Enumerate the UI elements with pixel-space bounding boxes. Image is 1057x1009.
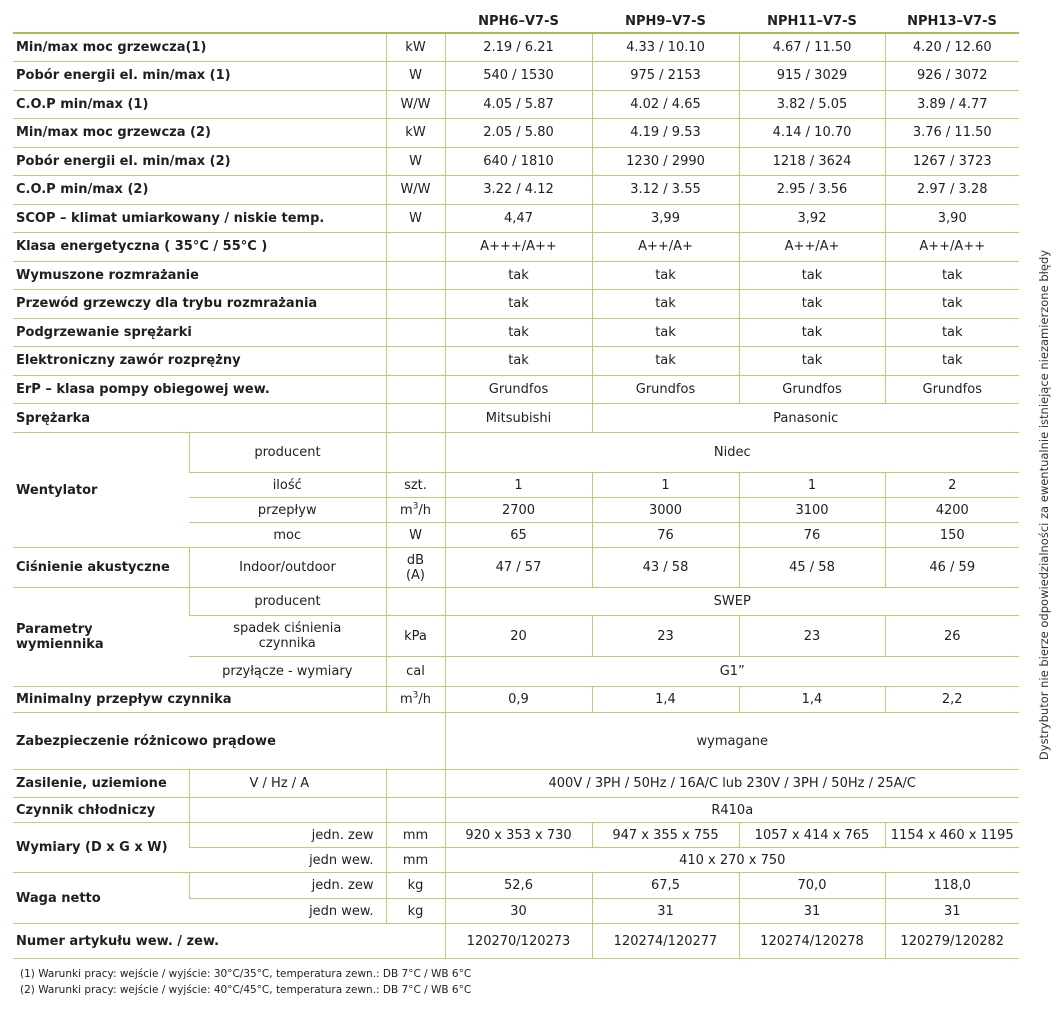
row-value: 3.22 / 4.12 (445, 176, 592, 205)
exchanger-drop-value: 26 (885, 616, 1019, 657)
exchanger-drop-value: 23 (739, 616, 885, 657)
sub-label: jedn wew. (189, 848, 386, 873)
fan-power-value: 150 (885, 523, 1019, 548)
footnote: (2) Warunki pracy: wejście / wyjście: 40°C/45°C, temperatura zewn.: DB 7°C / WB 6°C (20, 984, 472, 996)
sub-label: przepływ (189, 498, 386, 523)
row-value: tak (445, 347, 592, 376)
weight-indoor-value: 30 (445, 899, 592, 924)
row-value: Grundfos (739, 375, 885, 404)
row-value: 4.19 / 9.53 (592, 119, 739, 148)
fan-power-value: 65 (445, 523, 592, 548)
spec-row (13, 261, 1019, 290)
row-unit (386, 261, 445, 290)
row-value: 915 / 3029 (739, 62, 885, 91)
acoustic-value: 47 / 57 (445, 548, 592, 588)
footnote: (1) Warunki pracy: wejście / wyjście: 30°C/35°C, temperatura zewn.: DB 7°C / WB 6°C (20, 968, 472, 980)
row-unit (386, 404, 445, 433)
unit-base: m (399, 692, 413, 707)
row-value: tak (592, 318, 739, 347)
fan-producer-row (13, 433, 1019, 473)
row-unit: cal (386, 657, 445, 687)
sub-label: producent (189, 588, 386, 616)
row-label: Podgrzewanie sprężarki (13, 318, 386, 347)
row-value: 4.33 / 10.10 (592, 33, 739, 62)
sub-label: jedn. zew (189, 823, 386, 848)
rcd-row (13, 713, 1019, 770)
row-value: 3.12 / 3.55 (592, 176, 739, 205)
exchanger-drop-value: 23 (592, 616, 739, 657)
row-value: 4.20 / 12.60 (885, 33, 1019, 62)
article-value: 120274/120277 (592, 924, 739, 959)
row-value: 3.89 / 4.77 (885, 90, 1019, 119)
acoustic-value: 45 / 58 (739, 548, 885, 588)
row-unit (386, 770, 445, 798)
unit-sup: 3 (412, 690, 419, 701)
weight-outdoor-row (13, 873, 1019, 899)
row-value: tak (592, 347, 739, 376)
spec-row (13, 62, 1019, 91)
row-value: 4,47 (445, 204, 592, 233)
spec-row (13, 318, 1019, 347)
spec-row (13, 90, 1019, 119)
row-unit (386, 687, 445, 713)
row-unit: W/W (386, 176, 445, 205)
row-label: Min/max moc grzewcza (2) (13, 119, 386, 148)
acoustic-value: 46 / 59 (885, 548, 1019, 588)
row-value: tak (885, 290, 1019, 319)
model-header-row (13, 10, 1019, 33)
article-row (13, 924, 1019, 959)
row-label: Ciśnienie akustyczne (13, 548, 189, 588)
row-value: A++/A+ (592, 233, 739, 262)
fan-label: Wentylator (13, 433, 189, 548)
power-supply-value: 400V / 3PH / 50Hz / 16A/C lub 230V / 3PH / 50Hz / 25A/C (445, 770, 1019, 798)
row-unit: kg (386, 899, 445, 924)
row-label: Pobór energii el. min/max (2) (13, 147, 386, 176)
sub-label: moc (189, 523, 386, 548)
article-value: 120279/120282 (885, 924, 1019, 959)
row-value: A++/A++ (885, 233, 1019, 262)
row-label: Minimalny przepływ czynnika (13, 687, 386, 713)
row-label: Przewód grzewczy dla trybu rozmrażania (13, 290, 386, 319)
row-unit: dB (A) (386, 548, 445, 588)
row-value: Grundfos (885, 375, 1019, 404)
acoustic-row (13, 548, 1019, 588)
fan-flow-value: 3100 (739, 498, 885, 523)
row-value: 4.14 / 10.70 (739, 119, 885, 148)
fan-power-value: 76 (592, 523, 739, 548)
row-value: 4.02 / 4.65 (592, 90, 739, 119)
weight-outdoor-value: 52,6 (445, 873, 592, 899)
article-value: 120274/120278 (739, 924, 885, 959)
sub-label: przyłącze - wymiary (189, 657, 386, 687)
row-unit: mm (386, 848, 445, 873)
unit-tail: /h (418, 502, 432, 518)
header-blank (13, 10, 189, 33)
sub-label: producent (189, 433, 386, 473)
row-value: 4.67 / 11.50 (739, 33, 885, 62)
dimensions-label: Wymiary (D x G x W) (13, 823, 189, 873)
row-value: 1230 / 2990 (592, 147, 739, 176)
min-flow-value: 1,4 (592, 687, 739, 713)
acoustic-value: 43 / 58 (592, 548, 739, 588)
row-unit: W/W (386, 90, 445, 119)
row-value: tak (885, 347, 1019, 376)
min-flow-row (13, 687, 1019, 713)
sub-label: jedn wew. (189, 899, 386, 924)
sub-label: spadek ciśnienia czynnika (189, 616, 386, 657)
row-value: tak (445, 290, 592, 319)
row-value: 3,90 (885, 204, 1019, 233)
row-label: Zabezpieczenie różnicowo prądowe (13, 713, 445, 770)
row-label: ErP – klasa pompy obiegowej wew. (13, 375, 386, 404)
weight-indoor-value: 31 (739, 899, 885, 924)
row-value: tak (592, 261, 739, 290)
exchanger-producer-row (13, 588, 1019, 616)
row-unit (386, 498, 445, 523)
row-unit: kg (386, 873, 445, 899)
min-flow-value: 0,9 (445, 687, 592, 713)
spec-row (13, 147, 1019, 176)
row-unit (386, 347, 445, 376)
weight-outdoor-value: 118,0 (885, 873, 1019, 899)
spec-rows (13, 33, 1019, 959)
row-unit: kPa (386, 616, 445, 657)
model-name: NPH9–V7-S (592, 10, 739, 33)
disclaimer-text: Dystrybutor nie bierze odpowiedzialności za ewentualnie istniejące niezamierzone błędy (1037, 249, 1051, 761)
row-label: Pobór energii el. min/max (1) (13, 62, 386, 91)
spec-table (13, 10, 1019, 959)
header-blank (386, 10, 445, 33)
row-value: 2.19 / 6.21 (445, 33, 592, 62)
row-unit: kW (386, 119, 445, 148)
fan-flow-value: 4200 (885, 498, 1019, 523)
row-value: Grundfos (592, 375, 739, 404)
fan-flow-value: 2700 (445, 498, 592, 523)
unit-base: m (399, 502, 413, 518)
dimensions-indoor-value: 410 x 270 x 750 (445, 848, 1019, 873)
row-value: 3,92 (739, 204, 885, 233)
exchanger-drop-value: 20 (445, 616, 592, 657)
row-unit (386, 798, 445, 823)
row-label: SCOP – klimat umiarkowany / niskie temp. (13, 204, 386, 233)
weight-outdoor-value: 67,5 (592, 873, 739, 899)
row-unit: W (386, 523, 445, 548)
fan-count-value: 1 (739, 473, 885, 498)
row-label: Min/max moc grzewcza(1) (13, 33, 386, 62)
row-value: tak (739, 347, 885, 376)
article-value: 120270/120273 (445, 924, 592, 959)
row-value: A+++/A++ (445, 233, 592, 262)
row-unit: W (386, 62, 445, 91)
row-unit (386, 588, 445, 616)
sub-label: V / Hz / A (189, 770, 386, 798)
sub-label: jedn. zew (189, 873, 386, 899)
dimensions-outdoor-value: 920 x 353 x 730 (445, 823, 592, 848)
dimensions-outdoor-value: 947 x 355 x 755 (592, 823, 739, 848)
dimensions-outdoor-value: 1154 x 460 x 1195 (885, 823, 1019, 848)
compressor-row (13, 404, 1019, 433)
power-supply-row (13, 770, 1019, 798)
fan-count-value: 1 (592, 473, 739, 498)
row-value: 926 / 3072 (885, 62, 1019, 91)
exchanger-label: Parametry wymiennika (13, 588, 189, 687)
row-label: Czynnik chłodniczy (13, 798, 189, 823)
row-value: tak (592, 290, 739, 319)
row-label: Zasilenie, uziemione (13, 770, 189, 798)
compressor-value: Mitsubishi (445, 404, 592, 433)
fan-count-value: 2 (885, 473, 1019, 498)
sub-label (189, 798, 386, 823)
exchanger-connection-value: G1” (445, 657, 1019, 687)
rcd-value: wymagane (445, 713, 1019, 770)
spec-row (13, 176, 1019, 205)
header-blank (189, 10, 386, 33)
row-unit: W (386, 204, 445, 233)
spec-row (13, 290, 1019, 319)
dimensions-outdoor-value: 1057 x 414 x 765 (739, 823, 885, 848)
weight-outdoor-value: 70,0 (739, 873, 885, 899)
spec-row (13, 347, 1019, 376)
row-value: tak (739, 290, 885, 319)
row-value: tak (885, 261, 1019, 290)
spec-row (13, 119, 1019, 148)
row-value: 975 / 2153 (592, 62, 739, 91)
row-unit (386, 233, 445, 262)
fan-flow-value: 3000 (592, 498, 739, 523)
footnotes (20, 966, 471, 998)
row-value: 2.05 / 5.80 (445, 119, 592, 148)
spec-row (13, 375, 1019, 404)
fan-producer-value: Nidec (445, 433, 1019, 473)
row-label: Klasa energetyczna ( 35°C / 55°C ) (13, 233, 386, 262)
row-unit: W (386, 147, 445, 176)
exchanger-producer-value: SWEP (445, 588, 1019, 616)
min-flow-value: 1,4 (739, 687, 885, 713)
model-name: NPH13–V7-S (885, 10, 1019, 33)
model-name: NPH11–V7-S (739, 10, 885, 33)
row-label: C.O.P min/max (2) (13, 176, 386, 205)
fan-power-value: 76 (739, 523, 885, 548)
row-value: 540 / 1530 (445, 62, 592, 91)
unit-sup: 3 (412, 501, 419, 512)
row-label: Sprężarka (13, 404, 386, 433)
weight-indoor-value: 31 (592, 899, 739, 924)
row-value: tak (885, 318, 1019, 347)
spec-row (13, 233, 1019, 262)
row-unit: szt. (386, 473, 445, 498)
row-label: Elektroniczny zawór rozprężny (13, 347, 386, 376)
row-value: 4.05 / 5.87 (445, 90, 592, 119)
model-name: NPH6–V7-S (445, 10, 592, 33)
spec-row (13, 33, 1019, 62)
row-label: Wymuszone rozmrażanie (13, 261, 386, 290)
row-unit: mm (386, 823, 445, 848)
unit-tail: /h (418, 692, 432, 707)
row-value: 3.76 / 11.50 (885, 119, 1019, 148)
row-value: 640 / 1810 (445, 147, 592, 176)
refrigerant-value: R410a (445, 798, 1019, 823)
dimensions-outdoor-row (13, 823, 1019, 848)
sub-label: Indoor/outdoor (189, 548, 386, 588)
row-unit (386, 375, 445, 404)
row-value: 1267 / 3723 (885, 147, 1019, 176)
row-unit (386, 318, 445, 347)
weight-indoor-value: 31 (885, 899, 1019, 924)
row-value: tak (445, 318, 592, 347)
row-value: tak (739, 318, 885, 347)
row-label: C.O.P min/max (1) (13, 90, 386, 119)
row-value: A++/A+ (739, 233, 885, 262)
row-unit: kW (386, 33, 445, 62)
row-unit (386, 433, 445, 473)
sub-label: ilość (189, 473, 386, 498)
spec-row (13, 204, 1019, 233)
row-value: 3.82 / 5.05 (739, 90, 885, 119)
row-value: 2.95 / 3.56 (739, 176, 885, 205)
refrigerant-row (13, 798, 1019, 823)
row-value: 3,99 (592, 204, 739, 233)
compressor-value: Panasonic (592, 404, 1019, 433)
row-value: Grundfos (445, 375, 592, 404)
row-value: 2.97 / 3.28 (885, 176, 1019, 205)
weight-label: Waga netto (13, 873, 189, 924)
fan-count-value: 1 (445, 473, 592, 498)
row-value: 1218 / 3624 (739, 147, 885, 176)
row-value: tak (445, 261, 592, 290)
row-value: tak (739, 261, 885, 290)
min-flow-value: 2,2 (885, 687, 1019, 713)
row-label: Numer artykułu wew. / zew. (13, 924, 445, 959)
row-unit (386, 290, 445, 319)
